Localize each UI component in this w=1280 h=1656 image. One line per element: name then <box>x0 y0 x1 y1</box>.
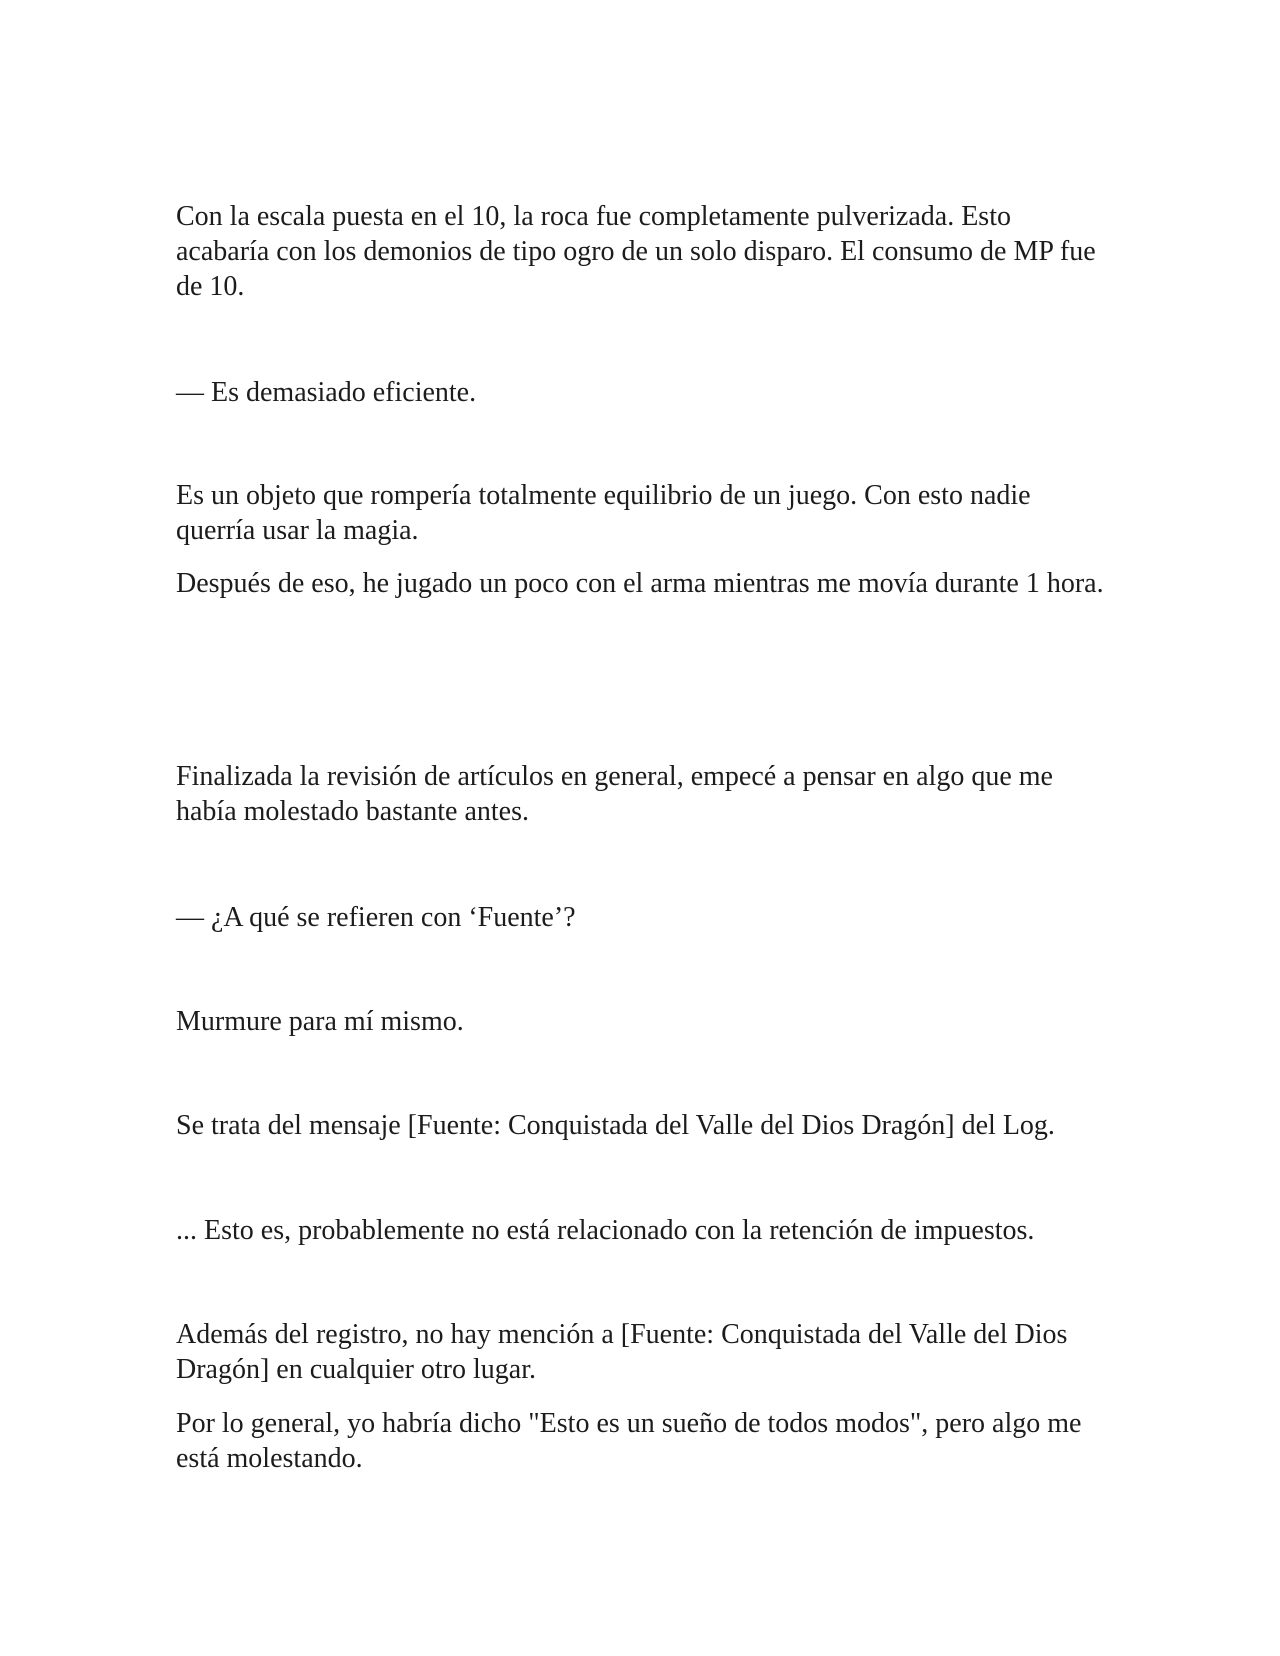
dialogue-what-is-source: — ¿A qué se refieren con ‘Fuente’? <box>176 902 576 933</box>
paragraph-no-mention: Además del registro, no hay mención a [Fuente: Conquistada del Valle del Dios Dragón] en cualquier otro lugar. <box>176 1319 1068 1385</box>
paragraph-log-message: Se trata del mensaje [Fuente: Conquistada del Valle del Dios Dragón] del Log. <box>176 1110 1055 1141</box>
dialogue-too-efficient: — Es demasiado eficiente. <box>176 377 477 408</box>
paragraph-game-balance: Es un objeto que rompería totalmente equilibrio de un juego. Con esto nadie querría usar la magia. <box>176 480 1031 546</box>
paragraph-played-with-weapon: Después de eso, he jugado un poco con el arma mientras me movía durante 1 hora. <box>176 568 1104 599</box>
paragraph-rock-pulverized: Con la escala puesta en el 10, la roca fue completamente pulverizada. Esto acabaría con los demonios de tipo ogro de un solo disparo. El consumo de MP fue de 10. <box>176 201 1096 302</box>
paragraph-murmured: Murmure para mí mismo. <box>176 1006 464 1037</box>
paragraph-bothering: Por lo general, yo habría dicho "Esto es un sueño de todos modos", pero algo me está molestando. <box>176 1408 1082 1474</box>
paragraph-item-review: Finalizada la revisión de artículos en general, empecé a pensar en algo que me había molestado bastante antes. <box>176 761 1053 827</box>
paragraph-tax-retention: ... Esto es, probablemente no está relacionado con la retención de impuestos. <box>176 1215 1035 1246</box>
